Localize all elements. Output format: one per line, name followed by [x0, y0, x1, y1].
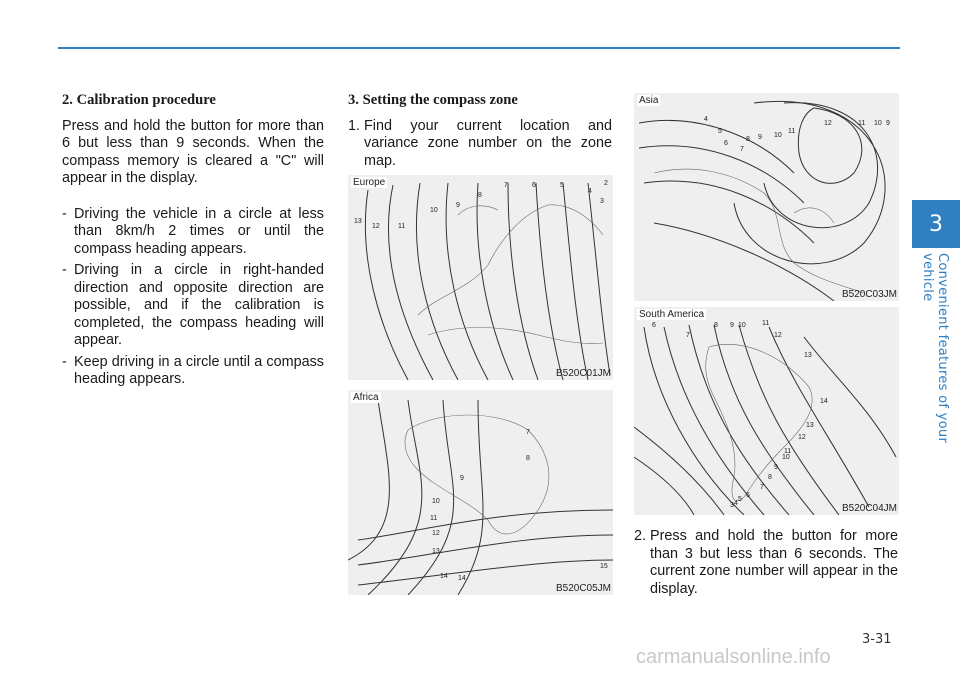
- map-code: B520C03JM: [841, 289, 897, 300]
- zone-number-label: 10: [738, 322, 746, 329]
- zone-number-label: 12: [372, 223, 380, 230]
- zone-number-label: 8: [526, 455, 530, 462]
- step-2-block: [634, 528, 898, 598]
- zone-number-label: 15: [600, 563, 608, 570]
- item-text: Keep driving in a circle until a compass heading appears.: [74, 353, 324, 387]
- zone-number-label: 6: [724, 140, 728, 147]
- zone-number-label: 7: [740, 146, 744, 153]
- header-rule: [58, 47, 900, 49]
- zone-number-label: 13: [804, 352, 812, 359]
- zone-number-label: 6: [746, 492, 750, 499]
- asia-zone-map: [634, 93, 899, 301]
- zone-number-label: 14: [820, 398, 828, 405]
- zone-number-label: 10: [782, 454, 790, 461]
- chapter-title: Convenient features of your vehicle: [920, 253, 950, 444]
- zone-number-label: 12: [798, 434, 806, 441]
- zone-number-label: 12: [432, 530, 440, 537]
- zone-number-label: 12: [824, 120, 832, 127]
- zone-number-label: 7: [760, 484, 764, 491]
- item-marker: -: [62, 353, 67, 370]
- page-number: 3-31: [862, 632, 892, 647]
- africa-zone-map: [348, 390, 613, 595]
- zone-number-label: 7: [526, 429, 530, 436]
- zone-number-label: 6: [532, 182, 536, 189]
- zone-number-label: 9: [730, 322, 734, 329]
- calibration-item: [62, 354, 324, 389]
- map-label: South America: [639, 309, 705, 320]
- watermark: carmanualsonline.info: [636, 646, 831, 668]
- africa-map-figure: [348, 390, 613, 595]
- item-marker: -: [62, 205, 67, 222]
- step-text: Press and hold the button for more than 3 but less than 6 seconds. The current zone number will appear in the display.: [650, 528, 898, 597]
- item-marker: -: [62, 262, 67, 278]
- map-code: B520C01JM: [555, 368, 611, 379]
- map-label: Africa: [353, 392, 379, 403]
- zone-number-label: 8: [714, 322, 718, 329]
- calibration-item: [62, 262, 324, 350]
- south-america-map-figure: [634, 307, 899, 515]
- zone-number-label: 11: [788, 128, 796, 135]
- calibration-section: [62, 92, 324, 393]
- zone-number-label: 10: [874, 120, 882, 127]
- zone-number-label: 12: [774, 332, 782, 339]
- zone-number-label: 10: [430, 207, 438, 214]
- zone-number-label: 14: [458, 575, 466, 582]
- step-text: Find your current location and variance zone number on the zone map.: [364, 117, 612, 169]
- map-code: B520C04JM: [841, 503, 897, 514]
- zone-number-label: 4: [704, 116, 708, 123]
- zone-number-label: 13: [432, 548, 440, 555]
- zone-number-label: 6: [652, 322, 656, 329]
- zone-number-label: 10: [774, 132, 782, 139]
- calibration-heading: 2. Calibration procedure: [62, 92, 216, 108]
- zone-number-label: 8: [768, 474, 772, 481]
- zone-number-label: 11: [762, 320, 770, 327]
- zone-number-label: 13: [806, 422, 814, 429]
- zone-number-label: 2: [604, 180, 608, 187]
- zone-number-label: 3: [730, 502, 734, 509]
- europe-map-figure: [348, 175, 613, 380]
- zone-number-label: 14: [440, 573, 448, 580]
- zone-number-label: 13: [354, 218, 362, 225]
- zone-number-label: 8: [478, 192, 482, 199]
- zone-number-label: 11: [398, 223, 406, 230]
- zone-number-label: 9: [774, 464, 778, 471]
- item-text: Driving in a circle in right-handed direction and opposite direction are possible, and if the calibration is completed, the compass heading will appear.: [74, 262, 324, 348]
- calibration-intro: Press and hold the button for more than 6 but less than 9 seconds. When the compass memory is cleared a "C" will appear in the display.: [62, 117, 324, 186]
- zone-number-label: 9: [460, 475, 464, 482]
- item-text: Driving the vehicle in a circle at less than 8km/h 2 times or until the compass heading appears.: [74, 205, 324, 257]
- calibration-item: [62, 206, 324, 259]
- map-label: Europe: [353, 177, 386, 188]
- calibration-items: [62, 206, 324, 389]
- zone-number-label: 11: [784, 448, 792, 455]
- zone-number-label: 4: [734, 500, 738, 507]
- zone-number-label: 9: [758, 134, 762, 141]
- zone-number-label: 7: [686, 332, 690, 339]
- chapter-number-tab: 3: [912, 200, 960, 248]
- south-america-zone-map: [634, 307, 899, 515]
- zone-number-label: 5: [738, 496, 742, 503]
- zone-number-label: 11: [430, 515, 438, 522]
- zone-number-label: 5: [560, 182, 564, 189]
- zone-number-label: 9: [456, 202, 460, 209]
- europe-zone-map: [348, 175, 613, 380]
- zone-number-label: 11: [858, 120, 866, 127]
- zone-number-label: 4: [588, 188, 592, 195]
- map-code: B520C05JM: [555, 583, 611, 594]
- zone-number-label: 10: [432, 498, 440, 505]
- compass-zone-heading: 3. Setting the compass zone: [348, 92, 518, 108]
- zone-number-label: 5: [718, 128, 722, 135]
- map-label: Asia: [639, 95, 659, 106]
- zone-number-label: 3: [600, 198, 604, 205]
- zone-number-label: 9: [886, 120, 890, 127]
- zone-number-label: 7: [504, 182, 508, 189]
- asia-map-figure: [634, 93, 899, 301]
- step-marker: 1.: [348, 117, 361, 134]
- step-marker: 2.: [634, 528, 647, 544]
- step-1: [348, 118, 612, 171]
- zone-number-label: 8: [746, 136, 750, 143]
- step-2: [634, 528, 898, 598]
- compass-zone-section: [348, 92, 612, 170]
